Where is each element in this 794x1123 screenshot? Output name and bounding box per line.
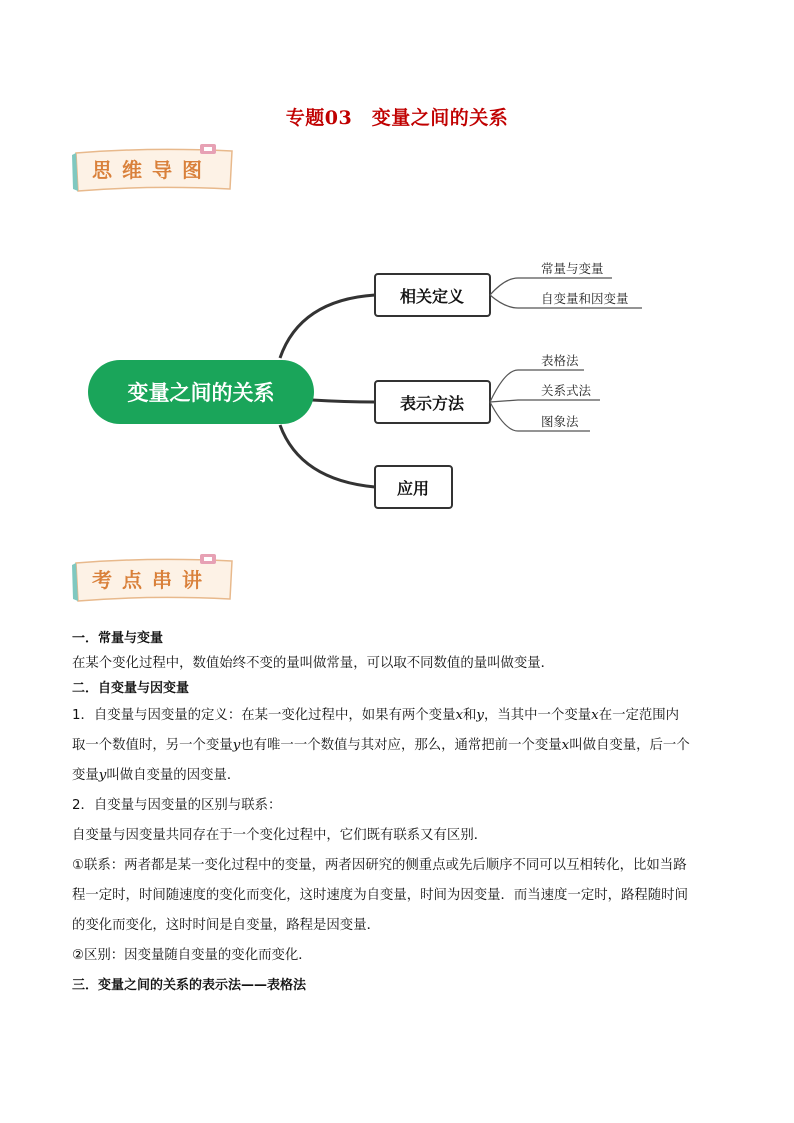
paragraph-link-1: ①联系：两者都是某一变化过程中的变量，两者因研究的侧重点或先后顺序不同可以互相转化，比如当路 (72, 858, 687, 873)
definition-line-1: 1．自变量与因变量的定义：在某一变化过程中，如果有两个变量x和y，当其中一个变量x在一定范围内 (72, 708, 680, 723)
center-label: 变量之间的关系 (127, 381, 275, 405)
var-x: x (561, 738, 570, 753)
section-heading-2: 二．自变量与因变量 (72, 681, 190, 696)
curve-methods (312, 400, 375, 402)
leaf-label: 常量与变量 (541, 261, 604, 276)
mind-map (0, 240, 794, 530)
paragraph-difference-heading: 2．自变量与因变量的区别与联系： (72, 798, 282, 813)
paragraph-difference: ②区别：因变量随自变量的变化而变化． (72, 948, 312, 963)
branch-methods-label: 表示方法 (399, 394, 465, 413)
points-banner (70, 553, 240, 605)
definition-line-3: 变量y叫做自变量的因变量． (72, 768, 241, 783)
var-y: y (476, 708, 484, 723)
curve-application (280, 425, 375, 487)
points-banner-text: 考点串讲 (92, 568, 212, 592)
content-body (72, 626, 724, 1001)
curve-definitions (280, 295, 375, 358)
leaf-line (490, 400, 600, 402)
paragraph-link-2: 程一定时，时间随速度的变化而变化，这时速度为自变量，时间为因变量．而当速度一定时，路程随时间 (72, 888, 688, 903)
var-y: y (232, 738, 241, 753)
leaf-label: 关系式法 (541, 383, 592, 398)
paragraph-constants: 在某个变化过程中，数值始终不变的量叫做常量，可以取不同数值的量叫做变量． (72, 656, 555, 671)
mindmap-banner (70, 143, 240, 195)
leaf-label: 自变量和因变量 (541, 291, 629, 306)
section-heading-1: 一．常量与变量 (72, 631, 164, 646)
var-x: x (591, 708, 599, 723)
leaf-label: 表格法 (541, 353, 579, 368)
var-y: y (98, 768, 107, 783)
var-x: x (455, 708, 464, 723)
leaf-label: 图象法 (541, 414, 579, 429)
paragraph-coexist: 自变量与因变量共同存在于一个变化过程中，它们既有联系又有区别． (72, 828, 488, 843)
section-heading-3: 三．变量之间的关系的表示法——表格法 (72, 978, 307, 993)
page-title: 专题03 变量之间的关系 (285, 107, 509, 129)
paragraph-link-3: 的变化而变化，这时时间是自变量，路程是因变量． (72, 918, 380, 933)
branch-application-label: 应用 (396, 479, 430, 498)
branch-definitions-label: 相关定义 (399, 287, 465, 306)
definition-line-2: 取一个数值时，另一个变量y也有唯一一个数值与其对应，那么，通常把前一个变量x叫做自变量，后一个 (72, 738, 690, 753)
mindmap-banner-text: 思维导图 (92, 158, 212, 182)
